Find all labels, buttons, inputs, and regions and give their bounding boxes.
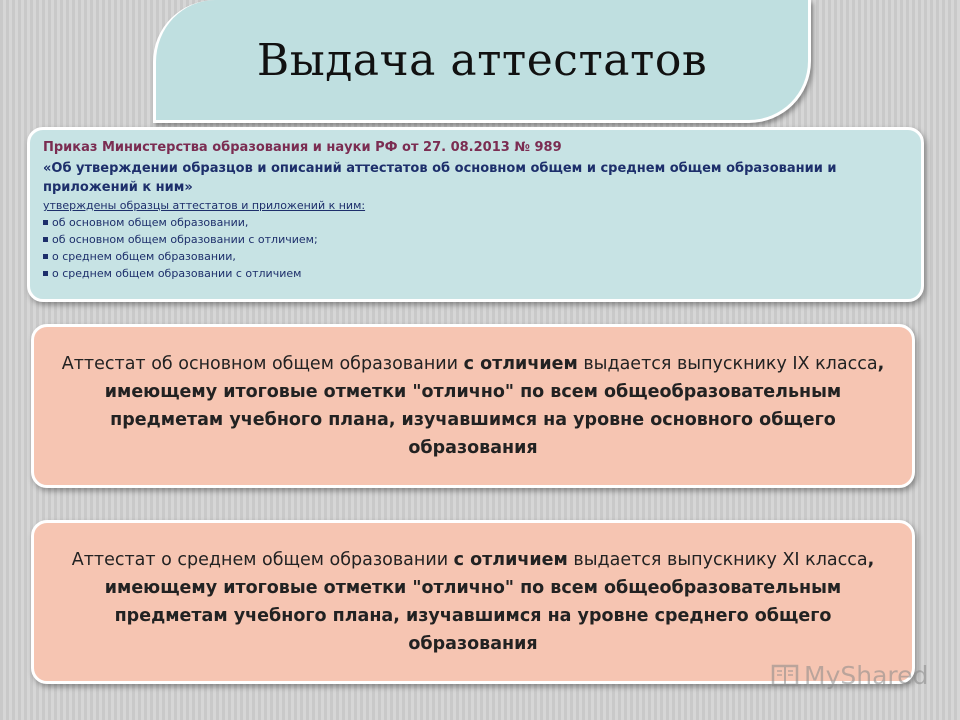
bullet-icon: [43, 254, 48, 259]
list-item: [43, 265, 908, 282]
basic-cert-part-1: Аттестат об основном общем образовании: [61, 354, 464, 374]
secondary-certificate-text: [54, 546, 892, 658]
list-item-text: о среднем общем образовании с отличием: [52, 267, 302, 280]
watermark-logo: [770, 654, 930, 696]
basic-cert-honors: с отличием: [463, 354, 578, 374]
list-item-text: о среднем общем образовании,: [52, 250, 236, 263]
basic-cert-part-3: выдается выпускнику IX класса: [577, 354, 878, 374]
basic-certificate-box: [31, 324, 915, 488]
book-icon: [770, 660, 800, 690]
bullet-icon: [43, 220, 48, 225]
basic-certificate-text: [54, 350, 892, 462]
list-item-text: об основном общем образовании,: [52, 216, 249, 229]
order-approved-text: утверждены образцы аттестатов и приложений к ним:: [43, 199, 366, 212]
order-title: «Об утверждении образцов и описаний аттестатов об основном общем и среднем общем образовании и приложений к ним»: [43, 161, 837, 195]
secondary-cert-part-1: Аттестат о среднем общем образовании: [71, 550, 454, 570]
list-item: [43, 248, 908, 265]
list-item-text: об основном общем образовании с отличием;: [52, 233, 318, 246]
secondary-cert-honors: с отличием: [453, 550, 568, 570]
bullet-icon: [43, 271, 48, 276]
order-list: [43, 214, 908, 282]
watermark-text: MyShared: [804, 660, 929, 690]
order-heading: Приказ Министерства образования и науки РФ от 27. 08.2013 № 989: [43, 140, 562, 155]
list-item: [43, 214, 908, 231]
order-info-box: [27, 127, 924, 302]
bullet-icon: [43, 237, 48, 242]
list-item: [43, 231, 908, 248]
secondary-cert-part-3: выдается выпускнику XI класса: [567, 550, 868, 570]
page-title: Выдача аттестатов: [256, 34, 708, 86]
title-banner: [153, 0, 811, 123]
basic-cert-part-4: , имеющему итоговые отметки "отлично" по всем общеобразовательным предметам учебного плана, изучавшимся на уровне основного общего образования: [104, 354, 885, 458]
secondary-cert-part-4: , имеющему итоговые отметки "отлично" по всем общеобразовательным предметам учебного плана, изучавшимся на уровне среднего общего образования: [104, 550, 875, 654]
